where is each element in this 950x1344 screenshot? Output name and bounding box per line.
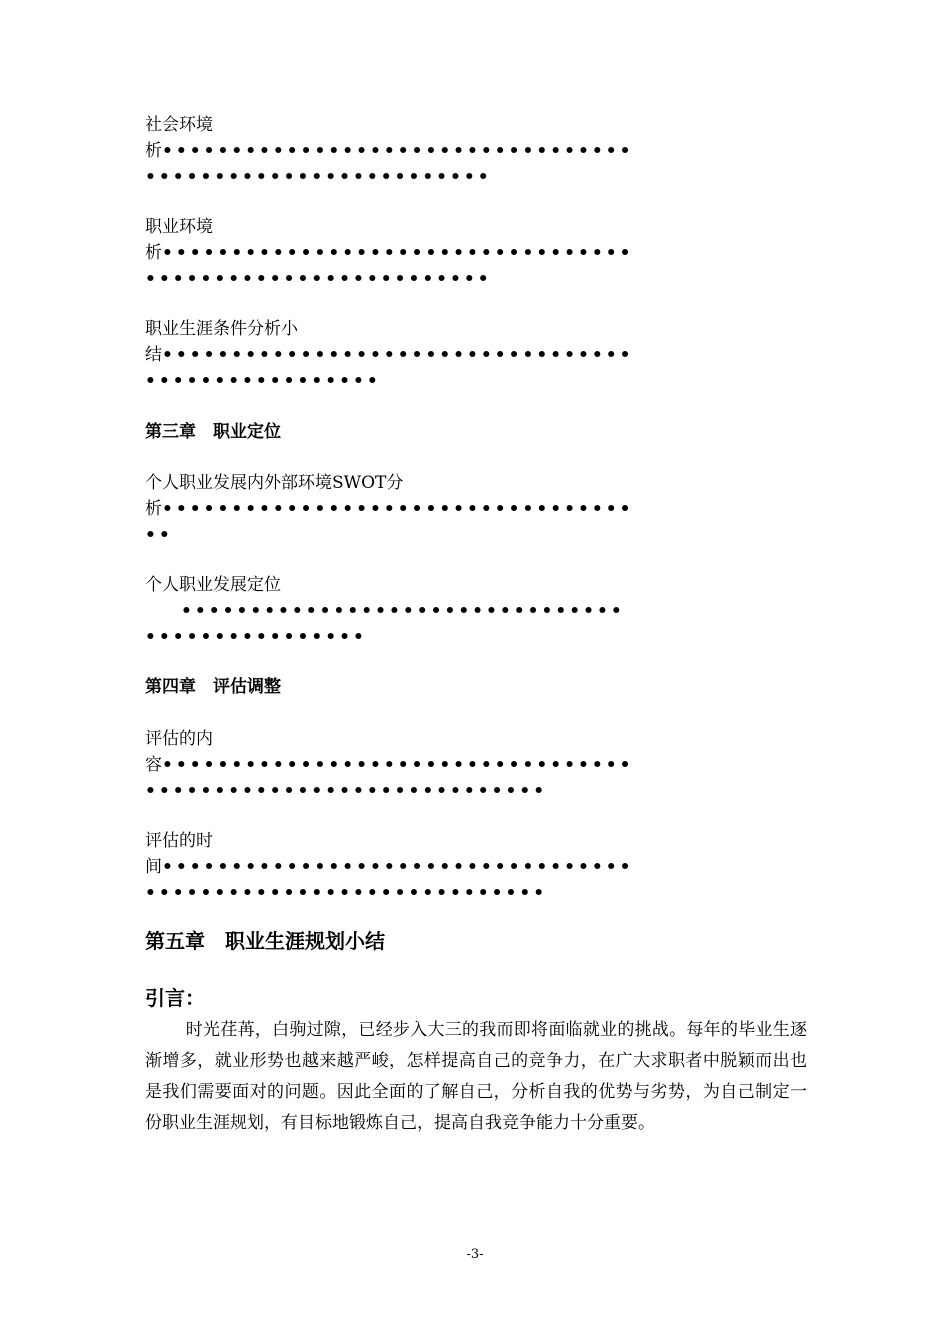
toc-entry-title: 个人职业发展内外部环境SWOT分 xyxy=(145,473,404,493)
toc-chapter-4-heading[interactable]: 第四章 评估调整 xyxy=(145,677,281,697)
toc-leader-dots: •••••••••••••••• xyxy=(145,627,367,647)
toc-leader-dots: •••••••••••••••••••••••••••••••••• xyxy=(162,499,634,519)
toc-entry-line xyxy=(145,752,805,778)
toc-entry-title-end: 结 xyxy=(145,345,162,365)
toc-entry-title: 评估的时 xyxy=(145,831,213,851)
toc-leader-dots: •• xyxy=(145,525,173,545)
intro-heading: 引言： xyxy=(145,986,205,1010)
toc-entry-title: 社会环境 xyxy=(145,115,213,135)
toc-entry-line xyxy=(145,138,805,164)
toc-entry-title-end: 析 xyxy=(145,243,162,263)
toc-leader-dots: •••••••••••••••••••••••••••••••• xyxy=(181,601,625,621)
toc-entry-evaluation-content[interactable] xyxy=(145,726,805,804)
toc-entry-title: 评估的内 xyxy=(145,729,213,749)
toc-entry-swot-analysis[interactable] xyxy=(145,470,805,548)
toc-leader-dots: ••••••••••••••••••••••••••••• xyxy=(145,883,548,903)
toc-chapter-5-heading[interactable]: 第五章 职业生涯规划小结 xyxy=(145,929,385,953)
intro-paragraph: 时光荏苒，白驹过隙，已经步入大三的我而即将面临就业的挑战。每年的毕业生逐渐增多，就业形势也越来越严峻，怎样提高自己的竞争力，在广大求职者中脱颖而出也是我们需要面对的问题。因此全面的了解自己，分析自我的优势与劣势，为自己制定一份职业生涯规划，有目标地锻炼自己，提高自我竞争能力十分重要。 xyxy=(145,1020,807,1133)
toc-entry-title: 个人职业发展定位 xyxy=(145,575,281,595)
toc-chapter-3-heading[interactable]: 第三章 职业定位 xyxy=(145,422,281,442)
toc-entry-career-environment[interactable] xyxy=(145,214,805,292)
toc-entry-line xyxy=(145,496,805,522)
toc-leader-dots: •••••••••••••••••••••••••••••••••• xyxy=(162,755,634,775)
toc-leader-dots: •••••••••••••••••••••••••••••••••• xyxy=(162,141,634,161)
toc-entry-title: 职业生涯条件分析小 xyxy=(145,319,298,339)
toc-entry-evaluation-time[interactable] xyxy=(145,828,805,906)
toc-leader-dots: •••••••••••••••••••••••••••••••••• xyxy=(162,243,634,263)
toc-entry-career-conditions-summary[interactable] xyxy=(145,316,805,394)
toc-leader-dots: ••••••••••••••••••••••••• xyxy=(145,167,492,187)
toc-entry-title-end: 析 xyxy=(145,141,162,161)
toc-leader-dots: ••••••••••••••••• xyxy=(145,371,381,391)
toc-entry-line xyxy=(145,854,805,880)
toc-entry-title: 职业环境 xyxy=(145,217,213,237)
page-number: -3- xyxy=(466,1247,484,1262)
toc-entry-title-end: 析 xyxy=(145,499,162,519)
toc-leader-dots: ••••••••••••••••••••••••••••• xyxy=(145,781,548,801)
toc-leader-dots: ••••••••••••••••••••••••• xyxy=(145,269,492,289)
toc-leader-dots: •••••••••••••••••••••••••••••••••• xyxy=(162,345,634,365)
toc-entry-career-positioning[interactable] xyxy=(145,572,805,650)
toc-entry-title-end: 容 xyxy=(145,755,162,775)
toc-leader-dots: •••••••••••••••••••••••••••••••••• xyxy=(162,857,634,877)
toc-entry-social-environment[interactable] xyxy=(145,112,805,190)
toc-entry-title-end: 间 xyxy=(145,857,162,877)
toc-entry-line xyxy=(145,240,805,266)
toc-entry-line xyxy=(145,342,805,368)
